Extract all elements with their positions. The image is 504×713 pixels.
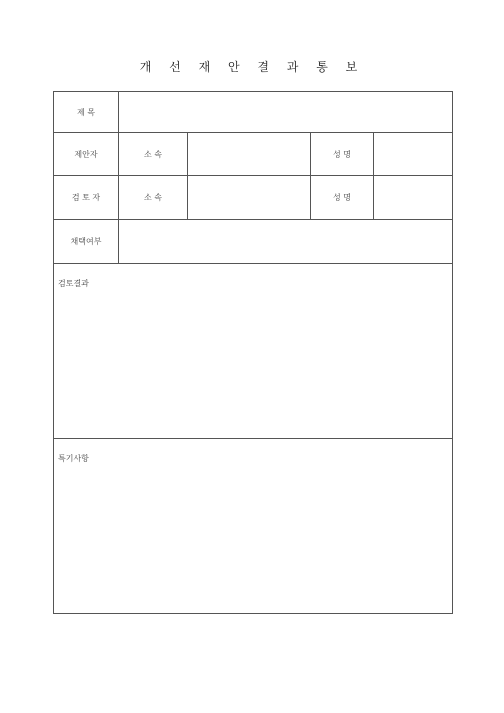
- label-reviewer: 검 토 자: [54, 176, 119, 219]
- label-remarks: 특기사항: [58, 454, 89, 463]
- document-title: 개 선 재 안 결 과 통 보: [139, 60, 365, 74]
- label-review-result: 검토결과: [58, 279, 89, 288]
- field-subject[interactable]: [119, 92, 452, 132]
- field-adoption[interactable]: [119, 220, 452, 263]
- label-proposer-affiliation: 소 속: [119, 133, 188, 175]
- label-reviewer-affiliation: 소 속: [119, 176, 188, 219]
- row-proposer: [54, 133, 452, 176]
- label-proposer-name: 성 명: [311, 133, 374, 175]
- label-reviewer-name: 성 명: [311, 176, 374, 219]
- section-review-result[interactable]: [54, 264, 452, 439]
- field-reviewer-affiliation[interactable]: [188, 176, 311, 219]
- field-proposer-name[interactable]: [374, 133, 452, 175]
- form-table: [53, 91, 453, 614]
- field-reviewer-name[interactable]: [374, 176, 452, 219]
- label-proposer: 제안자: [54, 133, 119, 175]
- row-reviewer: [54, 176, 452, 220]
- row-adoption: [54, 220, 452, 264]
- section-remarks[interactable]: [54, 439, 452, 613]
- label-adoption: 채택여부: [54, 220, 119, 263]
- field-proposer-affiliation[interactable]: [188, 133, 311, 175]
- label-subject: 제 목: [54, 92, 119, 132]
- row-subject: [54, 92, 452, 133]
